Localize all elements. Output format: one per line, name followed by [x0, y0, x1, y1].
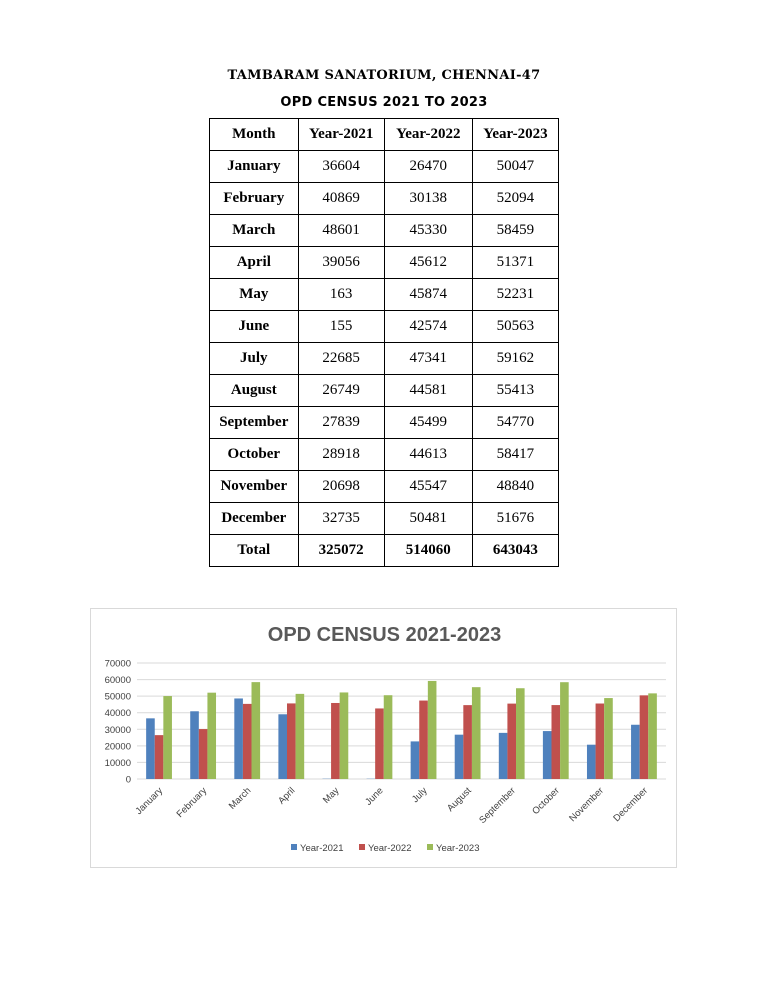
- legend-swatch: [291, 844, 297, 850]
- x-tick-label: July: [409, 785, 430, 806]
- table-row: [210, 439, 559, 471]
- month-cell: April: [210, 247, 299, 279]
- bar-year-2022: [243, 704, 252, 779]
- bar-year-2022: [419, 701, 428, 779]
- value-cell: 45547: [384, 471, 472, 503]
- x-tick-label: December: [611, 785, 651, 825]
- value-cell: 58459: [472, 215, 558, 247]
- table-header-row: [210, 119, 559, 151]
- table-row: [210, 343, 559, 375]
- y-tick-label: 20000: [104, 741, 131, 753]
- bar-year-2023: [648, 693, 657, 779]
- total-value-cell: 514060: [384, 535, 472, 567]
- bar-year-2023: [560, 682, 569, 779]
- value-cell: 50563: [472, 311, 558, 343]
- bar-year-2022: [551, 705, 560, 779]
- value-cell: 47341: [384, 343, 472, 375]
- bar-year-2023: [516, 688, 525, 779]
- legend-label: Year-2023: [436, 843, 480, 854]
- value-cell: 45874: [384, 279, 472, 311]
- table-row: [210, 215, 559, 247]
- opd-census-chart: [90, 608, 677, 868]
- value-cell: 27839: [298, 407, 384, 439]
- value-cell: 42574: [384, 311, 472, 343]
- x-tick-label: November: [567, 785, 606, 825]
- bar-year-2022: [331, 703, 340, 779]
- chart-y-axis: [105, 659, 131, 786]
- bar-year-2021: [543, 731, 552, 779]
- x-tick-label: May: [321, 785, 342, 806]
- x-tick-label: September: [477, 785, 518, 826]
- bar-year-2021: [234, 698, 243, 779]
- bar-year-2023: [604, 698, 613, 779]
- legend-swatch: [359, 844, 365, 850]
- value-cell: 55413: [472, 375, 558, 407]
- column-header-month: Month: [210, 119, 299, 151]
- bar-year-2023: [296, 694, 305, 779]
- value-cell: 26749: [298, 375, 384, 407]
- month-cell: October: [210, 439, 299, 471]
- x-tick-label: October: [530, 785, 562, 818]
- bar-year-2023: [252, 682, 261, 779]
- value-cell: 163: [298, 279, 384, 311]
- month-cell: July: [210, 343, 299, 375]
- chart-x-axis: [133, 785, 650, 826]
- bar-year-2021: [631, 725, 640, 779]
- month-cell: March: [210, 215, 299, 247]
- legend-label: Year-2021: [300, 843, 344, 854]
- value-cell: 28918: [298, 439, 384, 471]
- total-label-cell: Total: [210, 535, 299, 567]
- total-value-cell: 643043: [472, 535, 558, 567]
- bar-year-2021: [499, 733, 508, 779]
- document-subtitle: OPD CENSUS 2021 TO 2023: [280, 95, 488, 110]
- value-cell: 48601: [298, 215, 384, 247]
- value-cell: 51676: [472, 503, 558, 535]
- bar-year-2021: [278, 714, 287, 779]
- column-header-year-2023: Year-2023: [472, 119, 558, 151]
- value-cell: 52094: [472, 183, 558, 215]
- value-cell: 52231: [472, 279, 558, 311]
- y-tick-label: 10000: [104, 757, 131, 769]
- y-tick-label: 70000: [104, 658, 131, 670]
- table-row: [210, 279, 559, 311]
- bar-year-2023: [428, 681, 437, 779]
- table-row: [210, 503, 559, 535]
- value-cell: 50047: [472, 151, 558, 183]
- value-cell: 58417: [472, 439, 558, 471]
- value-cell: 155: [298, 311, 384, 343]
- y-tick-label: 30000: [104, 724, 131, 736]
- value-cell: 45612: [384, 247, 472, 279]
- bar-year-2023: [384, 695, 393, 779]
- bar-year-2023: [340, 692, 349, 779]
- legend-label: Year-2022: [368, 843, 412, 854]
- month-cell: June: [210, 311, 299, 343]
- y-tick-label: 50000: [104, 691, 131, 703]
- table-row: [210, 407, 559, 439]
- x-tick-label: June: [363, 785, 386, 808]
- value-cell: 20698: [298, 471, 384, 503]
- chart-gridlines: [137, 663, 666, 779]
- table-row: [210, 151, 559, 183]
- chart-title: OPD CENSUS 2021-2023: [267, 624, 502, 646]
- total-value-cell: 325072: [298, 535, 384, 567]
- bar-year-2021: [190, 711, 199, 779]
- value-cell: 48840: [472, 471, 558, 503]
- month-cell: May: [210, 279, 299, 311]
- value-cell: 40869: [298, 183, 384, 215]
- bar-year-2022: [596, 704, 605, 779]
- bar-year-2023: [163, 696, 172, 779]
- month-cell: August: [210, 375, 299, 407]
- x-tick-label: February: [174, 785, 210, 821]
- month-cell: January: [210, 151, 299, 183]
- table-row: [210, 183, 559, 215]
- y-tick-label: 40000: [104, 708, 131, 720]
- y-tick-label: 0: [125, 774, 131, 786]
- x-tick-label: January: [133, 785, 166, 818]
- value-cell: 22685: [298, 343, 384, 375]
- value-cell: 32735: [298, 503, 384, 535]
- value-cell: 44581: [384, 375, 472, 407]
- bar-year-2022: [463, 705, 472, 779]
- y-tick-label: 60000: [104, 675, 131, 687]
- census-table: [209, 118, 559, 567]
- column-header-year-2021: Year-2021: [298, 119, 384, 151]
- value-cell: 26470: [384, 151, 472, 183]
- x-tick-label: April: [276, 785, 298, 807]
- value-cell: 36604: [298, 151, 384, 183]
- value-cell: 54770: [472, 407, 558, 439]
- value-cell: 45330: [384, 215, 472, 247]
- chart-svg: [91, 609, 678, 869]
- bar-year-2021: [146, 718, 155, 779]
- bar-year-2021: [587, 745, 596, 779]
- value-cell: 39056: [298, 247, 384, 279]
- month-cell: September: [210, 407, 299, 439]
- value-cell: 45499: [384, 407, 472, 439]
- legend-swatch: [427, 844, 433, 850]
- month-cell: November: [210, 471, 299, 503]
- month-cell: February: [210, 183, 299, 215]
- table-row: [210, 247, 559, 279]
- x-tick-label: March: [226, 785, 254, 812]
- bar-year-2021: [455, 735, 464, 779]
- table-row: [210, 471, 559, 503]
- value-cell: 59162: [472, 343, 558, 375]
- bar-year-2023: [207, 693, 216, 779]
- bar-year-2022: [199, 729, 208, 779]
- bar-year-2023: [472, 687, 481, 779]
- document-title: TAMBARAM SANATORIUM, CHENNAI-47: [227, 68, 541, 83]
- bar-year-2022: [155, 735, 164, 779]
- bar-year-2022: [375, 708, 384, 779]
- bar-year-2022: [640, 695, 649, 779]
- value-cell: 51371: [472, 247, 558, 279]
- bar-year-2021: [411, 741, 420, 779]
- bar-year-2022: [287, 703, 296, 779]
- column-header-year-2022: Year-2022: [384, 119, 472, 151]
- value-cell: 30138: [384, 183, 472, 215]
- value-cell: 50481: [384, 503, 472, 535]
- table-row: [210, 375, 559, 407]
- table-row: [210, 311, 559, 343]
- chart-legend: [291, 843, 480, 854]
- bar-year-2022: [507, 704, 516, 779]
- table-total-row: [210, 535, 559, 567]
- value-cell: 44613: [384, 439, 472, 471]
- month-cell: December: [210, 503, 299, 535]
- x-tick-label: August: [445, 785, 474, 815]
